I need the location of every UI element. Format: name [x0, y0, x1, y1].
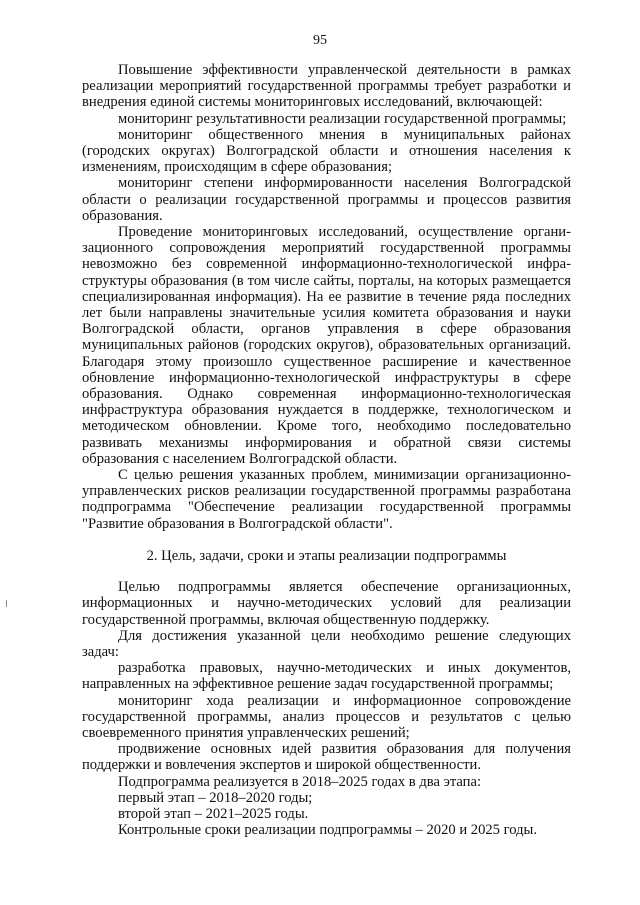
document-body [82, 62, 571, 838]
paragraph: разработка правовых, научно-методических и иных документов, направленных на эффективное решение задач государственной программы; [82, 660, 571, 693]
page-number: 95 [313, 33, 327, 48]
paragraph: второй этап – 2021–2025 годы. [118, 805, 309, 822]
section-heading: 2. Цель, задачи, сроки и этапы реализации подпрограммы [146, 547, 507, 564]
paragraph: мониторинг результативности реализации государственной программы; [118, 110, 567, 127]
paragraph: С целью решения указанных проблем, минимизации организационно-управленческих рисков реализации государственной программы разработана подпрограмма "Обеспечение реализации государственной программы "Развитие образования в Волгоградской области". [82, 467, 571, 532]
paragraph: мониторинг степени информированности населения Волгоградской области о реализации государственной программы и процессов развития образования. [82, 175, 571, 224]
paragraph: Для достижения указанной цели необходимо решение следующих задач: [82, 627, 571, 660]
paragraph: Проведение мониторинговых исследований, осуществление организационного сопровождения мероприятий государственной программы невозможно без современной информационно-технологической инфраструктуры образования (в том числе сайты, порталы, на которых размещается специализированная информация). На ее развитие в течение ряда последних лет были направлены значительные усилия комитета образования и науки Волгоградской области, органов управления в сфере образования муниципальных районов (городских округов), образовательных организаций. Благодаря этому произошло существенное расширение и качественное обновление информационно-технологической инфраструктуры в сфере образования. Однако современная информационно-технологическая инфраструктура образования нуждается в поддержке, технологическом и методическом обновлении. Кроме того, необходимо последовательно развивать механизмы информирования и обратной связи системы образования с населением Волгоградской области. [82, 224, 571, 467]
paragraph: мониторинг хода реализации и информационное сопровождение государственной программы, анализ процессов и результатов с целью своевременного принятия управленческих решений; [82, 692, 571, 741]
paragraph: первый этап – 2018–2020 годы; [118, 789, 313, 806]
paragraph: мониторинг общественного мнения в муниципальных районах (городских округах) Волгоградской области и отношения населения к изменениям, происходящим в сфере образования; [82, 126, 571, 176]
paragraph: Подпрограмма реализуется в 2018–2025 годах в два этапа: [118, 773, 482, 790]
paragraph: продвижение основных идей развития образования для получения поддержки и вовлечения экспертов и широкой общественности. [82, 741, 571, 774]
paragraph: Контрольные сроки реализации подпрограммы – 2020 и 2025 годы. [118, 822, 537, 839]
margin-mark [6, 600, 7, 607]
paragraph: Целью подпрограммы является обеспечение организационных, информационных и научно-методических условий для реализации государственной программы, включая общественную поддержку. [82, 579, 571, 628]
paragraph: Повышение эффективности управленческой деятельности в рамках реализации мероприятий государственной программы требует разработки и внедрения единой системы мониторинговых исследований, включающей: [82, 62, 571, 111]
